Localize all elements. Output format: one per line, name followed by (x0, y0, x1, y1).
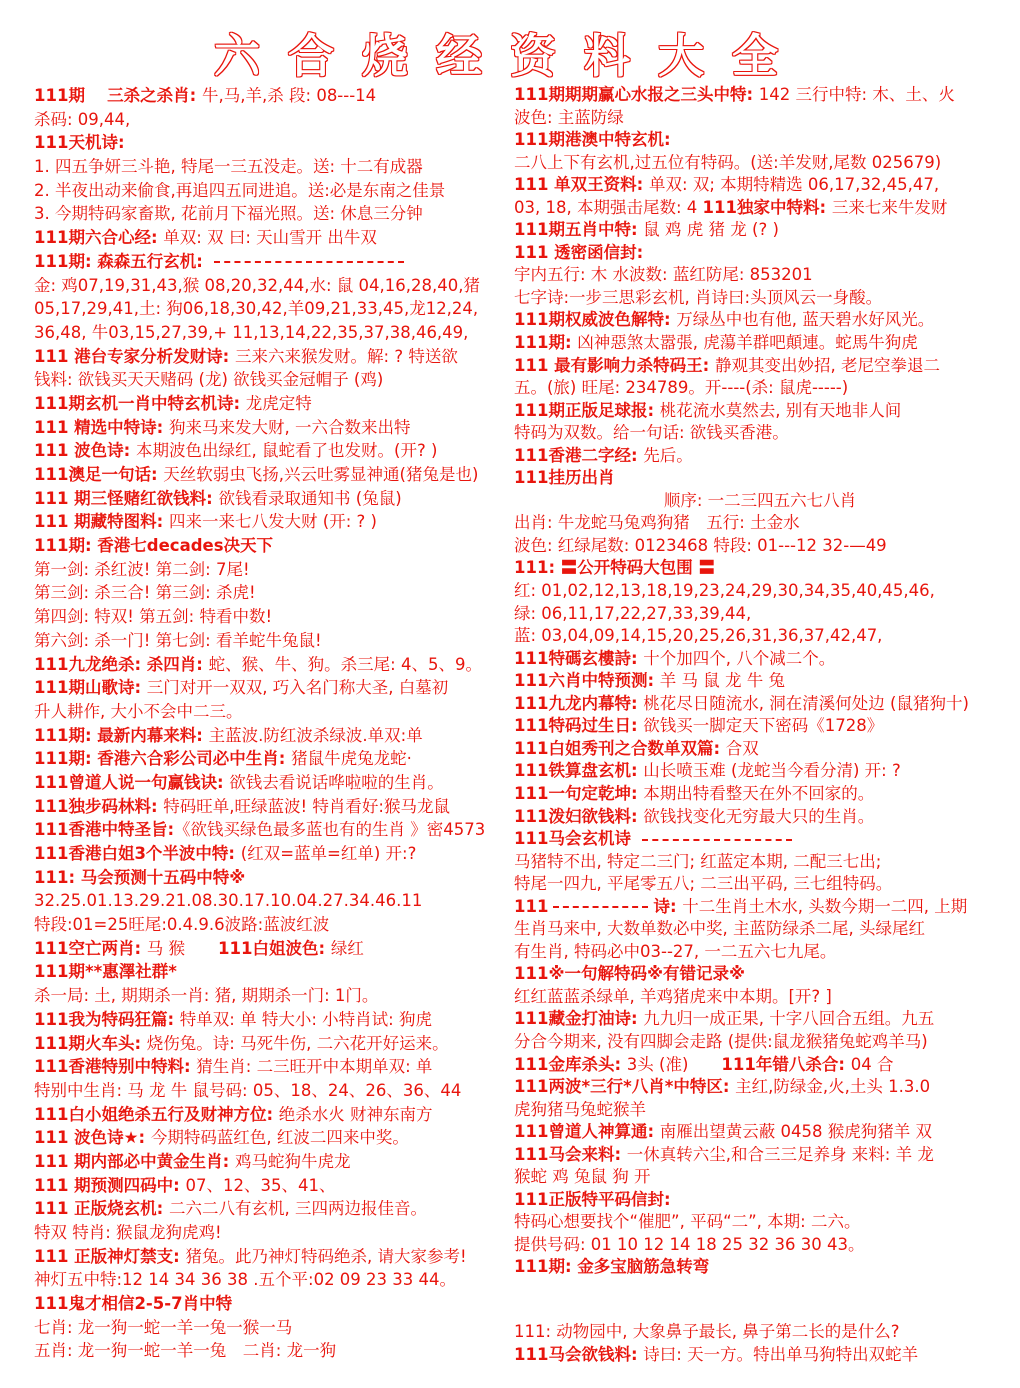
doc-line (514, 1344, 1006, 1367)
doc-text: 马 猴 (146, 938, 219, 958)
doc-label: 111六肖中特预测: (514, 671, 660, 691)
doc-text: 出肖: 牛龙蛇马兔鸡狗猪 五行: 土金水 (514, 513, 800, 533)
doc-line (34, 1055, 526, 1079)
doc-line (34, 1032, 526, 1056)
doc-line (34, 1339, 526, 1363)
doc-text: 本期波色出绿红, 鼠蛇看了也发财。(开? ) (136, 441, 438, 461)
doc-text: 欲钱看录取通知书 (兔鼠) (218, 488, 402, 508)
doc-line (34, 984, 526, 1008)
doc-line (514, 851, 1006, 874)
doc-label: 111※一句解特码※有错记录※ (514, 964, 746, 984)
doc-line (34, 392, 526, 416)
doc-line (514, 1166, 1006, 1189)
doc-line (34, 724, 526, 748)
doc-text: 诗曰: 天一方。特出单马狗特出双蛇羊 (643, 1344, 919, 1364)
doc-text: 三来六来猴发财。解: ? 特送欲 (235, 346, 458, 366)
doc-line (34, 1316, 526, 1340)
doc-line (34, 226, 526, 250)
doc-text: 03, 18, 本期强击尾数: 4 (514, 197, 703, 217)
doc-text: 鸡马蛇狗牛虎龙 (235, 1151, 351, 1171)
doc-line (514, 242, 1006, 265)
doc-label: 111期: 金多宝脑筋急转弯 (514, 1257, 710, 1277)
doc-label: 111期: 最新内幕来料: (34, 725, 209, 745)
doc-line (514, 467, 1006, 490)
doc-line (514, 445, 1006, 468)
doc-line (514, 1121, 1006, 1144)
doc-label: 111独步码林料: (34, 796, 164, 816)
doc-line (34, 1174, 526, 1198)
doc-line (514, 535, 1006, 558)
doc-text: 特别中生肖: 马 龙 牛 鼠号码: 05、18、24、26、36、44 (34, 1080, 462, 1100)
doc-text: 绝杀水火 财神东南方 (278, 1104, 433, 1124)
doc-label: 111 期内部必中黄金生肖: (34, 1151, 236, 1171)
doc-line (514, 309, 1006, 332)
doc-label: 111: 马会预测十五码中特※ (34, 867, 246, 887)
doc-text: 桃花流水莫然去, 别有天地非人间 (659, 400, 902, 420)
doc-text: 提供号码: 01 10 12 14 18 25 32 36 30 43。 (514, 1234, 865, 1254)
doc-label: 111鬼才相信2-5-7肖中特 (34, 1294, 233, 1314)
doc-text: 05,17,29,41,土: 狗06,18,30,42,羊09,21,33,45,龙12,24, (34, 299, 479, 319)
doc-text: 有生肖, 特码必中03--27, 一二五六七九尾。 (514, 941, 837, 961)
doc-line (514, 1256, 1006, 1279)
doc-line (514, 941, 1006, 964)
doc-label: 111 最有影响力杀特码王: (514, 355, 716, 375)
doc-text: 特码旺单,旺绿蓝波! 特肖看好:猴马龙鼠 (163, 796, 450, 816)
doc-text: 单双: 双; 本期特精选 06,17,32,45,47, (649, 175, 940, 195)
doc-line (514, 174, 1006, 197)
doc-line (34, 439, 526, 463)
doc-line (514, 1321, 1006, 1344)
doc-label: 111曾道人神算通: (514, 1122, 660, 1142)
doc-text: 羊 马 鼠 龙 牛 兔 (659, 671, 786, 691)
doc-line (34, 131, 526, 155)
doc-label: 111期火车头: (34, 1033, 147, 1053)
doc-label: 111期: 香港七decades决天下 (34, 536, 274, 556)
doc-text: 猴蛇 鸡 兔鼠 狗 开 (514, 1167, 651, 1187)
doc-label: 111 单双王资料: (514, 175, 650, 195)
doc-text: 升人耕作, 大小不会中二三。 (34, 701, 243, 721)
doc-text: 一休真转六尘,和合三三足养身 来料: 羊 龙 (626, 1144, 934, 1164)
doc-line (514, 1234, 1006, 1257)
doc-line (34, 1268, 526, 1292)
doc-text: 欲钱买一脚定天下密码《1728》 (643, 716, 884, 736)
doc-line (514, 1144, 1006, 1167)
doc-label: 111 正版烧玄机: (34, 1199, 170, 1219)
doc-text: 万绿丛中也有他, 蓝天碧水好风光。 (676, 310, 935, 330)
doc-line (34, 416, 526, 440)
doc-label: 111马会玄机诗 (514, 829, 637, 849)
doc-text: 特单双: 单 特大小: 小特肖试: 狗虎 (179, 1009, 432, 1029)
doc-text: 五。(旅) 旺尾: 234789。开----(杀: 鼠虎-----) (514, 378, 849, 398)
doc-line (34, 534, 526, 558)
doc-text: 36,48, 牛03,15,27,39,+ 11,13,14,22,35,37,38,46,49, (34, 322, 469, 342)
doc-line (514, 197, 1006, 220)
doc-text: 特尾一四九, 平尾零五八; 二三出平码, 三七组特码。 (514, 874, 893, 894)
doc-text: 欲钱去看说话哗啦啦的生肖。 (229, 772, 444, 792)
doc-label: 111 透密函信封: (514, 242, 644, 262)
doc-text: 第四剑: 特双! 第五剑: 特看中数! (34, 607, 273, 627)
doc-line (34, 510, 526, 534)
doc-text: 静观其变出妙招, 老尼空拳退二 (715, 355, 941, 375)
doc-text: 凶神惡煞太嚣張, 虎蕩羊群吧顛連。蛇馬牛狗虎 (577, 333, 918, 353)
doc-label: 111 (514, 896, 549, 916)
doc-line (514, 806, 1006, 829)
doc-line (34, 202, 526, 226)
doc-text: 天丝软弱虫飞扬,兴云吐雾显神通(猪兔是也) (163, 465, 479, 484)
doc-line (34, 1126, 526, 1150)
doc-line (34, 676, 526, 700)
doc-line (514, 760, 1006, 783)
doc-line (34, 937, 526, 961)
doc-text: 特码心想要找个“催肥”, 平码“二”, 本期: 二六。 (514, 1212, 861, 1232)
doc-line (34, 274, 526, 298)
doc-label: 111 期三怪赌红欲钱料: (34, 488, 219, 508)
doc-line (34, 108, 526, 132)
doc-text: 七字诗:一步三思彩玄机, 肖诗曰:头顶风云一身酸。 (514, 287, 883, 307)
doc-text: 波色: 主蓝防绿 (514, 107, 624, 127)
doc-text: 十个加四个, 八个减二个。 (643, 648, 836, 668)
doc-label: 111九龙内幕特: (514, 693, 644, 713)
doc-line (514, 1008, 1006, 1031)
doc-line (514, 1031, 1006, 1054)
doc-line (514, 715, 1006, 738)
doc-label: 111马会来料: (514, 1144, 627, 1164)
doc-text: 04 合 (850, 1054, 894, 1074)
doc-label: 111期权威波色解特: (514, 310, 677, 330)
doc-line (34, 700, 526, 724)
doc-label: 111期正版足球报: (514, 400, 660, 420)
doc-line (514, 918, 1006, 941)
doc-label: 111期 三杀之杀肖: (34, 86, 203, 105)
doc-line (34, 1079, 526, 1103)
doc-text: 猜生肖: 二三旺开中本期单双: 单 (196, 1057, 433, 1077)
doc-line (34, 818, 526, 842)
doc-label: 111白姐秀刊之合数单双篇: (514, 738, 726, 758)
doc-line (514, 152, 1006, 175)
doc-label: 111期**惠澤社群* (34, 962, 177, 982)
doc-line (34, 250, 526, 274)
doc-line (514, 1189, 1006, 1212)
doc-text: 三来七来牛发财 (831, 197, 948, 217)
doc-line (514, 580, 1006, 603)
doc-line (34, 345, 526, 369)
doc-label: 111九龙绝杀: 杀四肖: (34, 654, 209, 674)
right-column (514, 84, 1006, 1366)
doc-label: 111正版特平码信封: (514, 1189, 671, 1209)
doc-text: 特双 特肖: 猴鼠龙狗虎鸡! (34, 1223, 222, 1242)
doc-label: 111香港白姐3个半波中特: (34, 844, 241, 863)
doc-label: 111曾道人说一句赢钱诀: (34, 772, 230, 792)
doc-label: 111特碼玄樓詩: (514, 648, 644, 668)
doc-text: 欲钱找变化无穷最大只的生肖。 (643, 806, 875, 826)
doc-text: 《欲钱买绿色最多蓝也有的生肖 》密4573 (174, 820, 486, 840)
doc-line (514, 264, 1006, 287)
doc-label: 111挂历出肖 (514, 468, 615, 488)
doc-label: 111 港台专家分析发财诗: (34, 346, 236, 366)
doc-text: 猪鼠牛虎兔龙蛇· (291, 749, 412, 769)
doc-line (514, 107, 1006, 130)
doc-line (34, 605, 526, 629)
doc-label: 111泼妇欲钱料: (514, 806, 644, 826)
doc-label: 111金库杀头: (514, 1054, 627, 1074)
doc-text: 四来一来七八发大财 (开: ? ) (169, 512, 377, 532)
doc-text: 烧伤兔。诗: 马死牛伤, 二六花开好运来。 (146, 1033, 449, 1053)
doc-text: 红红蓝蓝杀绿单, 羊鸡猪虎来中本期。[开? ] (514, 986, 832, 1006)
doc-text: 主蓝波.防红波杀绿波.单双:单 (208, 725, 423, 745)
doc-line (34, 84, 526, 108)
doc-label: 111期五肖中特: (514, 220, 644, 240)
doc-line (514, 603, 1006, 626)
doc-line (514, 738, 1006, 761)
doc-line (34, 1292, 526, 1316)
doc-text: (红双=蓝单=红单) 开:? (240, 844, 417, 863)
doc-line (514, 896, 1006, 919)
doc-line (514, 873, 1006, 896)
doc-label: 111期六合心经: (34, 228, 164, 248)
page-title: 六合烧经资料大全 (214, 29, 806, 83)
doc-line (514, 355, 1006, 378)
doc-line (514, 377, 1006, 400)
doc-line (514, 963, 1006, 986)
doc-line (34, 581, 526, 605)
doc-text: 特段:01=25旺尾:0.4.9.6波路:蓝波红波 (34, 915, 330, 935)
doc-text: 神灯五中特:12 14 34 36 38 .五个平:02 09 23 33 44。 (34, 1270, 457, 1290)
doc-text: 今期特码蓝红色, 红波二四来中奖。 (150, 1128, 409, 1148)
doc-text: 绿: 06,11,17,22,27,33,39,44, (514, 603, 752, 623)
doc-label: 111期玄机一肖中特玄机诗: (34, 393, 246, 413)
doc-label: 111期山歌诗: (34, 678, 147, 698)
doc-text: 波色: 红绿尾数: 0123468 特段: 01---12 32-—49 (514, 535, 887, 555)
doc-line (34, 1221, 526, 1245)
doc-label: 111铁算盘玄机: (514, 761, 644, 781)
doc-line (34, 795, 526, 819)
doc-text: 单双: 双 曰: 天山雪开 出牛双 (163, 228, 377, 248)
doc-text: 虎狗猪马兔蛇猴羊 (514, 1099, 646, 1119)
doc-text: 32.25.01.13.29.21.08.30.17.10.04.27.34.46.11 (34, 891, 423, 911)
doc-line (514, 1211, 1006, 1234)
doc-line (514, 986, 1006, 1009)
doc-text: 蓝: 03,04,09,14,15,20,25,26,31,36,37,42,47, (514, 626, 883, 646)
doc-text: 合双 (725, 738, 759, 758)
doc-label: 111期: 香港六合彩公司必中生肖: (34, 749, 292, 769)
doc-text: 桃花尽日随流水, 洞在清溪何处边 (鼠猪狗十) (643, 693, 969, 713)
doc-line (514, 828, 1006, 851)
doc-label: 111藏金打油诗: (514, 1009, 644, 1029)
doc-line (34, 653, 526, 677)
doc-line (34, 866, 526, 890)
doc-line (34, 1103, 526, 1127)
doc-label: 111 正版神灯禁支: (34, 1246, 186, 1266)
doc-line (514, 287, 1006, 310)
doc-text: 1. 四五争妍三斗艳, 特尾一三五没走。送: 十二有成器 (34, 157, 423, 177)
doc-text: 3. 今期特码家畜欺, 花前月下福光照。送: 休息三分钟 (34, 204, 423, 224)
doc-label: 111香港二字经: (514, 445, 644, 465)
doc-text: 先后。 (643, 445, 693, 465)
doc-line (34, 960, 526, 984)
doc-line (514, 512, 1006, 535)
doc-line (514, 332, 1006, 355)
doc-text: 宇内五行: 木 水波数: 蓝红防尾: 853201 (514, 265, 813, 285)
doc-text: 南雁出望黄云蔽 0458 猴虎狗猪羊 双 (659, 1122, 933, 1142)
doc-label: 111白小姐绝杀五行及财神方位: (34, 1104, 279, 1124)
doc-text: 第一剑: 杀红波! 第二剑: 7尾! (34, 559, 250, 579)
doc-line (34, 1197, 526, 1221)
doc-label: 111 波色诗: (34, 441, 137, 461)
doc-label: 111我为特码狂篇: (34, 1009, 180, 1029)
doc-line (34, 1008, 526, 1032)
doc-text: 二八上下有玄机,过五位有特码。(送:羊发财,尾数 025679) (514, 152, 942, 172)
doc-text: 金: 鸡07,19,31,43,猴 08,20,32,44,水: 鼠 04,16,28,40,猪 (34, 275, 480, 295)
doc-label: 111期港澳中特玄机: (514, 130, 671, 150)
doc-line (514, 219, 1006, 242)
doc-text: 五肖: 龙一狗一蛇一羊一兔 二肖: 龙一狗 (34, 1341, 337, 1361)
doc-label: 111年错八杀合: (721, 1054, 851, 1074)
doc-line (514, 400, 1006, 423)
doc-label: 111 期藏特图料: (34, 512, 170, 532)
doc-text: 分合今期来, 没有四脚会走路 (提供:鼠龙猴猪兔蛇鸡羊马) (514, 1031, 928, 1051)
doc-text: 二六二八有玄机, 三四两边报佳音。 (169, 1199, 428, 1219)
doc-text: 绿红 (330, 938, 364, 958)
doc-text: 杀一局: 土, 期期杀一肖: 猪, 期期杀一门: 1门。 (34, 986, 379, 1006)
doc-text: 3头 (准) (626, 1054, 722, 1074)
doc-line (34, 913, 526, 937)
doc-line (34, 889, 526, 913)
doc-line (514, 422, 1006, 445)
doc-label: 111澳足一句话: (34, 465, 164, 484)
doc-text: 111: 动物园中, 大象鼻子最长, 鼻子第二长的是什么? (514, 1321, 900, 1341)
left-column (34, 84, 526, 1363)
doc-text: 142 三行中特: 木、土、火 (758, 85, 955, 104)
doc-line (514, 557, 1006, 580)
doc-line (514, 1099, 1006, 1122)
doc-line (34, 297, 526, 321)
doc-line (514, 783, 1006, 806)
doc-line (34, 321, 526, 345)
doc-text: 三门对开一双双, 巧入名门称大圣, 白墓初 (146, 678, 449, 698)
doc-label: 111 精选中特诗: (34, 417, 170, 437)
doc-line (514, 1054, 1006, 1077)
doc-text: 第六剑: 杀一门! 第七剑: 看羊蛇牛兔鼠! (34, 630, 322, 650)
doc-line (514, 1076, 1006, 1099)
doc-text: 十二生肖土木水, 头数今期一二四, 上期 (682, 896, 968, 916)
doc-line (34, 368, 526, 392)
doc-line (514, 648, 1006, 671)
doc-line (514, 625, 1006, 648)
doc-line (514, 670, 1006, 693)
doc-line (514, 490, 1006, 513)
doc-text: 鼠 鸡 虎 猪 龙 (? ) (643, 220, 779, 240)
doc-text: 特码为双数。给一句话: 欲钱买香港。 (514, 423, 789, 443)
doc-line (34, 747, 526, 771)
doc-line (34, 842, 526, 866)
doc-label: 111期: 森森五行玄机: (34, 251, 209, 271)
doc-line (34, 1245, 526, 1269)
doc-text: 红: 01,02,12,13,18,19,23,24,29,30,34,35,40,45,46, (514, 581, 935, 601)
doc-label: 111期期期赢心水报之三头中特: (514, 85, 759, 104)
doc-line (34, 155, 526, 179)
doc-text: 山长喷玉难 (龙蛇当今看分清) 开: ? (643, 761, 901, 781)
doc-text: 猪兔。此乃神灯特码绝杀, 请大家参考! (185, 1246, 467, 1266)
doc-text: 狗来马来发大财, 一六合数来出特 (169, 417, 411, 437)
doc-label: 111两波*三行*八肖*中特区: (514, 1077, 736, 1097)
doc-line (34, 771, 526, 795)
doc-label: 111独家中特料: (702, 197, 832, 217)
doc-label: 111马会欲钱料: (514, 1344, 644, 1364)
doc-line (34, 629, 526, 653)
doc-text: 马猪特不出, 特定二三门; 红蓝定本期, 二配三七出; (514, 851, 882, 871)
doc-text: 第三剑: 杀三合! 第三剑: 杀虎! (34, 583, 256, 603)
doc-text: 杀码: 09,44, (34, 109, 131, 129)
doc-line (34, 463, 526, 487)
doc-line (34, 558, 526, 582)
doc-label: 111一句定乾坤: (514, 783, 644, 803)
doc-label: 111: 〓公开特码大包围 〓 (514, 558, 716, 578)
doc-text: 七肖: 龙一狗一蛇一羊一兔一猴一马 (34, 1317, 293, 1337)
doc-text: 龙虎定特 (245, 393, 312, 413)
doc-text: 主红,防绿金,火,土头 1.3.0 (735, 1077, 931, 1097)
doc-text: 顺序: 一二三四五六七八肖 (663, 490, 857, 510)
doc-label: 111特码过生日: (514, 716, 644, 736)
doc-text: 九九归一成正果, 十字八回合五组。九五 (643, 1009, 935, 1029)
doc-label: 111天机诗: (34, 133, 125, 153)
doc-line (514, 693, 1006, 716)
doc-label: 111期: (514, 333, 578, 353)
doc-line (514, 84, 1006, 107)
doc-label: 111 期预测四码中: (34, 1175, 186, 1195)
doc-text: 生肖马来中, 大数单数必中奖, 主蓝防绿杀二尾, 头绿尾红 (514, 919, 925, 939)
doc-line (34, 1150, 526, 1174)
doc-text: 2. 半夜出动来偷食,再追四五同进追。送:必是东南之佳景 (34, 180, 446, 200)
doc-text: 牛,马,羊,杀 段: 08---14 (202, 86, 377, 105)
doc-line (34, 487, 526, 511)
doc-label: 111白姐波色: (218, 938, 331, 958)
doc-label: 诗: (653, 896, 683, 916)
doc-text: 钱料: 欲钱买天天赌码 (龙) 欲钱买金冠帽子 (鸡) (34, 370, 384, 390)
doc-line (34, 179, 526, 203)
doc-label: 111空亡两肖: (34, 938, 147, 958)
strikethrough-scribble (642, 835, 792, 841)
doc-text: 本期出特看整天在外不回家的。 (643, 783, 875, 803)
doc-label: 111香港特别中特料: (34, 1057, 197, 1077)
doc-line (514, 129, 1006, 152)
strikethrough-scribble (553, 902, 648, 908)
doc-label: 111香港中特圣旨: (34, 820, 175, 840)
strikethrough-scribble (214, 257, 404, 263)
doc-text: 07、12、35、41、 (185, 1175, 336, 1195)
doc-label: 111 波色诗★: (34, 1128, 151, 1148)
doc-text: 蛇、猴、牛、狗。杀三尾: 4、5、9。 (208, 654, 482, 674)
